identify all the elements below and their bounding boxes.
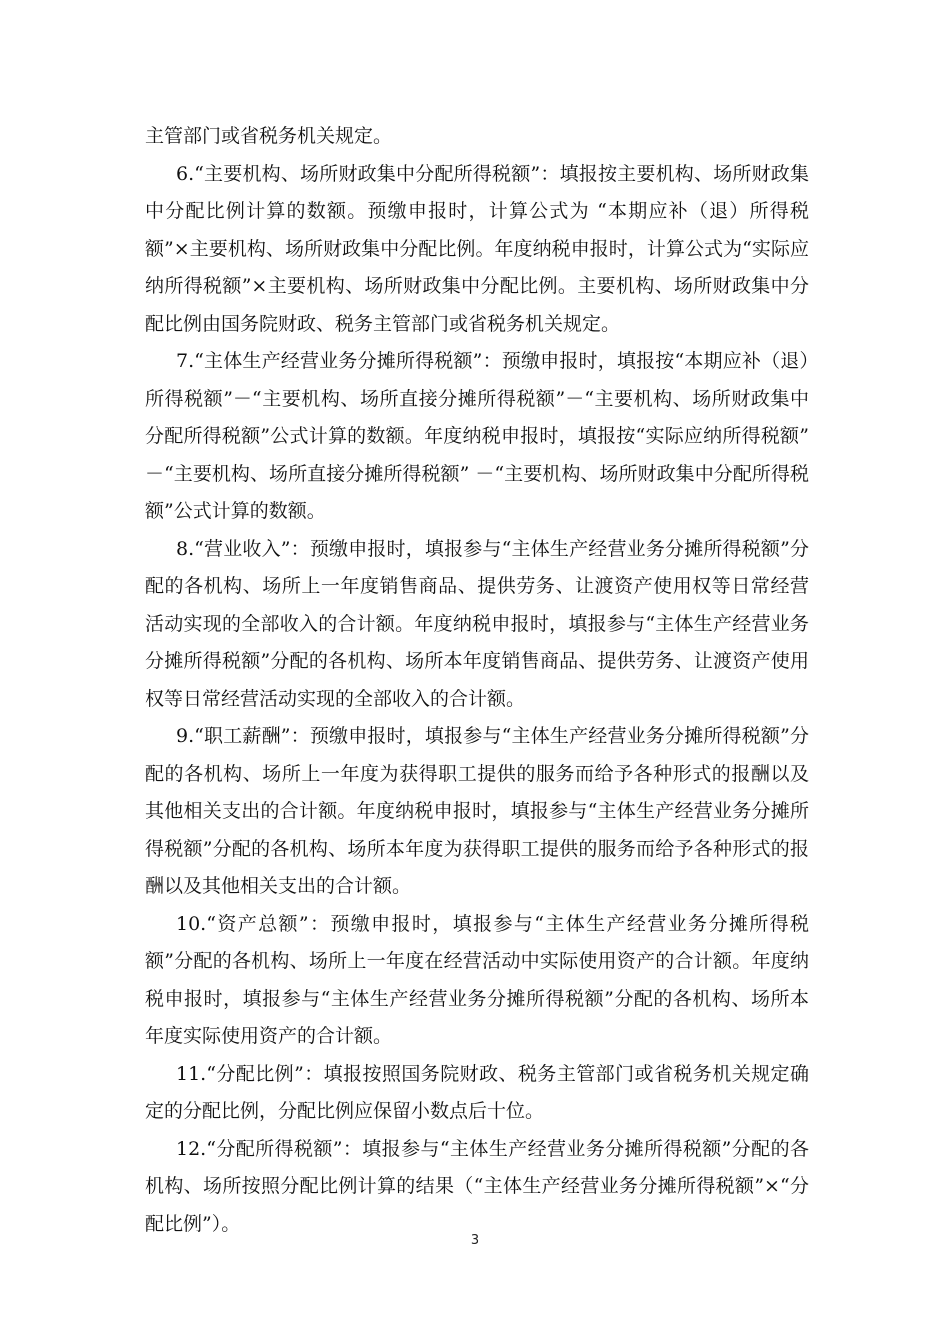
paragraph-item-11: 11.“分配比例”：填报按照国务院财政、税务主管部门或省税务机关规定确定的分配比例，分配比例应保留小数点后十位。: [145, 1062, 809, 1122]
paragraph-item-6: 6.“主要机构、场所财政集中分配所得税额”：填报按主要机构、场所财政集中分配比例计算的数额。预缴申报时，计算公式为 “本期应补（退）所得税额”×主要机构、场所财政集中分配比例。年度纳税申报时，计算公式为“实际应纳所得税额”×主要机构、场所财政集中分配比例。主要机构、场所财政集中分配比例由国务院财政、税务主管部门或省税务机关规定。: [145, 162, 809, 335]
paragraph-item-12: 12.“分配所得税额”：填报参与“主体生产经营业务分摊所得税额”分配的各机构、场所按照分配比例计算的结果（“主体生产经营业务分摊所得税额”×“分配比例”）。: [145, 1137, 809, 1235]
document-body: [145, 118, 809, 1243]
paragraph-item-7: 7.“主体生产经营业务分摊所得税额”：预缴申报时，填报按“本期应补（退）所得税额”－“主要机构、场所直接分摊所得税额”－“主要机构、场所财政集中分配所得税额”公式计算的数额。年度纳税申报时，填报按“实际应纳所得税额” －“主要机构、场所直接分摊所得税额” －“主要机构、场所财政集中分配所得税额”公式计算的数额。: [145, 350, 809, 522]
paragraph-item-10: 10.“资产总额”：预缴申报时，填报参与“主体生产经营业务分摊所得税额”分配的各机构、场所上一年度在经营活动中实际使用资产的合计额。年度纳税申报时，填报参与“主体生产经营业务分摊所得税额”分配的各机构、场所本年度实际使用资产的合计额。: [145, 912, 809, 1047]
page-number: 3: [470, 1233, 480, 1248]
paragraph-continuation: 主管部门或省税务机关规定。: [145, 125, 393, 147]
paragraph-item-9: 9.“职工薪酬”：预缴申报时，填报参与“主体生产经营业务分摊所得税额”分配的各机构、场所上一年度为获得职工提供的服务而给予各种形式的报酬以及其他相关支出的合计额。年度纳税申报时，填报参与“主体生产经营业务分摊所得税额”分配的各机构、场所本年度为获得职工提供的服务而给予各种形式的报酬以及其他相关支出的合计额。: [145, 725, 809, 897]
paragraph-item-8: 8.“营业收入”：预缴申报时，填报参与“主体生产经营业务分摊所得税额”分配的各机构、场所上一年度销售商品、提供劳务、让渡资产使用权等日常经营活动实现的全部收入的合计额。年度纳税申报时，填报参与“主体生产经营业务分摊所得税额”分配的各机构、场所本年度销售商品、提供劳务、让渡资产使用权等日常经营活动实现的全部收入的合计额。: [145, 537, 809, 710]
